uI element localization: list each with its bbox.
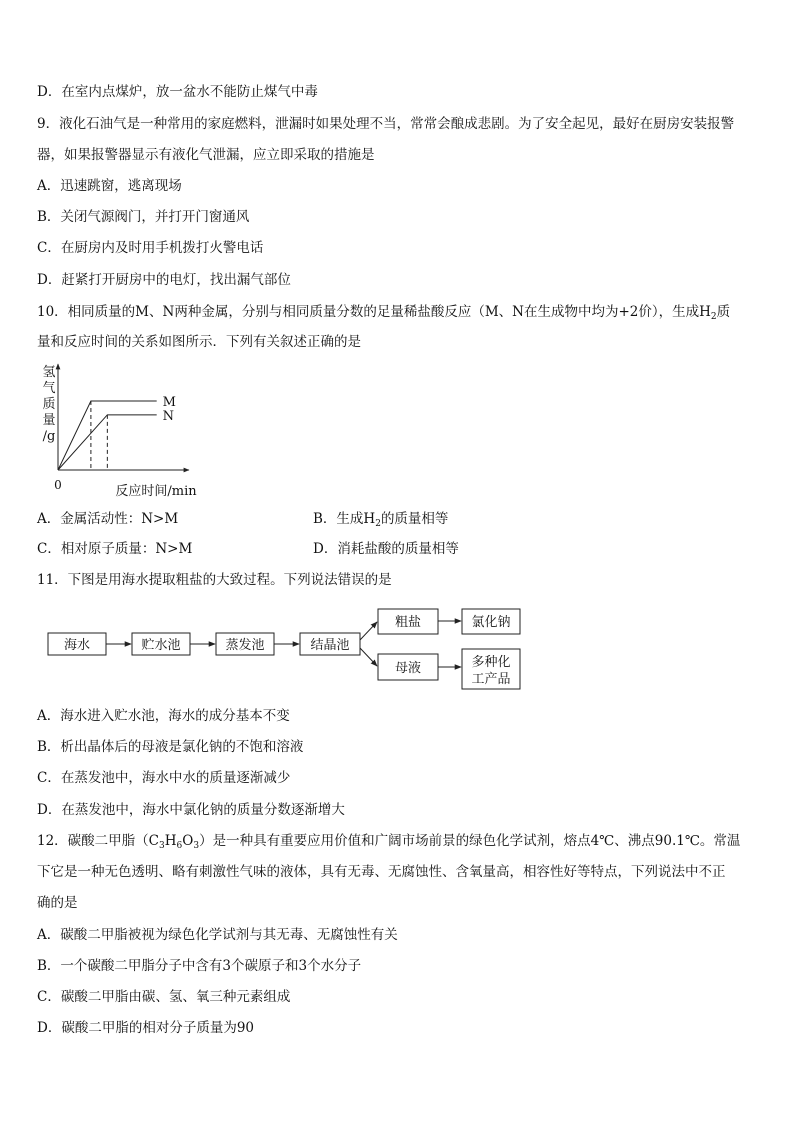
flow-node-seawater: [48, 633, 106, 655]
chart-ylabel-char: 量: [42, 413, 56, 428]
svg-text:工产品: 工产品: [471, 672, 511, 687]
q12-stem-line2: 下它是一种无色透明、略有刺激性气味的液体，具有无毒、无腐蚀性、含氧量高，相容性好等特点，下列说法中不正: [37, 864, 726, 880]
chart-origin-label: 0: [54, 478, 62, 492]
q12-option-c: C．碳酸二甲脂由碳、氢、氧三种元素组成: [37, 989, 291, 1005]
svg-text:多种化: 多种化: [471, 655, 511, 670]
q9-option-b: B．关闭气源阀门，并打开门窗通风: [37, 209, 250, 225]
q10-option-b: B．生成$H_2$的质量相等: [313, 511, 449, 529]
flow-node-mother-liquor: [378, 654, 438, 680]
svg-text:粗盐: 粗盐: [394, 615, 422, 630]
svg-text:贮水池: 贮水池: [141, 638, 181, 653]
chart-xlabel: 反应时间/min: [115, 484, 197, 498]
q11-option-a: A．海水进入贮水池，海水的成分基本不变: [37, 708, 290, 724]
q10-stem-line2: 量和反应时间的关系如图所示．下列有关叙述正确的是: [37, 334, 361, 350]
q12-stem-line1: 12．碳酸二甲脂$(C_3H_6O_3)$是一种具有重要应用价值和广阔市场前景的绿色化学试剂，熔点4℃、沸点90.1℃。常温: [37, 833, 741, 851]
svg-text:蒸发池: 蒸发池: [225, 638, 265, 653]
q9-option-d: D．赶紧打开厨房中的电灯，找出漏气部位: [37, 272, 291, 288]
chart-series-label-M: M: [162, 395, 176, 411]
q10-option-c: C．相对原子质量：N>M: [37, 541, 193, 557]
q11-stem: 11．下图是用海水提取粗盐的大致过程。下列说法错误的是: [37, 572, 392, 588]
chart-ylabel-char: 氢: [42, 365, 56, 380]
flow-node-crystallization-pool: [300, 633, 360, 655]
hydrogen-mass-chart: [30, 362, 200, 498]
q11-option-c: C．在蒸发池中，海水中水的质量逐渐减少: [37, 770, 291, 786]
chart-ylabel-char: 质: [42, 397, 56, 412]
svg-text:母液: 母液: [394, 661, 422, 676]
chart-ylabel-char: 气: [42, 381, 56, 396]
svg-text:氯化钠: 氯化钠: [471, 615, 511, 630]
q12-option-b: B．一个碳酸二甲脂分子中含有3个碳原子和3个水分子: [37, 958, 362, 974]
flow-arrow: [360, 622, 377, 640]
q12-option-a: A．碳酸二甲脂被视为绿色化学试剂与其无毒、无腐蚀性有关: [37, 927, 398, 943]
q9-stem-line2: 器，如果报警器显示有液化气泄漏，应立即采取的措施是: [37, 147, 375, 163]
chart-ylabel-char: /g: [42, 429, 56, 444]
q10-option-d: D．消耗盐酸的质量相等: [313, 541, 459, 557]
svg-text:结晶池: 结晶池: [310, 638, 350, 653]
flow-node-storage-pool: [132, 633, 190, 655]
q11-option-d: D．在蒸发池中，海水中氯化钠的质量分数逐渐增大: [37, 802, 345, 818]
q11-option-b: B．析出晶体后的母液是氯化钠的不饱和溶液: [37, 739, 304, 755]
q9-option-a: A．迅速跳窗，逃离现场: [37, 178, 182, 194]
q9-option-c: C．在厨房内及时用手机拨打火警电话: [37, 240, 264, 256]
sea-salt-flow-diagram: [40, 600, 530, 695]
flow-arrow: [360, 648, 377, 666]
chart-series-label-N: N: [162, 408, 175, 424]
q10-stem-line1: 10．相同质量的M、N两种金属，分别与相同质量分数的足量稀盐酸反应（M、N在生成物中均为+2价），生成$H_2$质: [37, 304, 731, 322]
svg-text:海水: 海水: [63, 638, 91, 653]
q9-stem-line1: 9．液化石油气是一种常用的家庭燃料，泄漏时如果处理不当，常常会酿成悲剧。为了安全起见，最好在厨房安装报警: [37, 116, 735, 132]
flow-node-chemical-products: [462, 649, 520, 689]
flow-node-evaporation-pool: [216, 633, 274, 655]
q10-option-a: A．金属活动性：N>M: [37, 511, 179, 527]
flow-node-crude-salt: [378, 609, 438, 634]
q8-option-d: D．在室内点煤炉，放一盆水不能防止煤气中毒: [37, 84, 318, 100]
flow-node-sodium-chloride: [462, 609, 520, 634]
q12-stem-line3: 确的是: [37, 895, 78, 911]
q12-option-d: D．碳酸二甲脂的相对分子质量为90: [37, 1020, 255, 1036]
